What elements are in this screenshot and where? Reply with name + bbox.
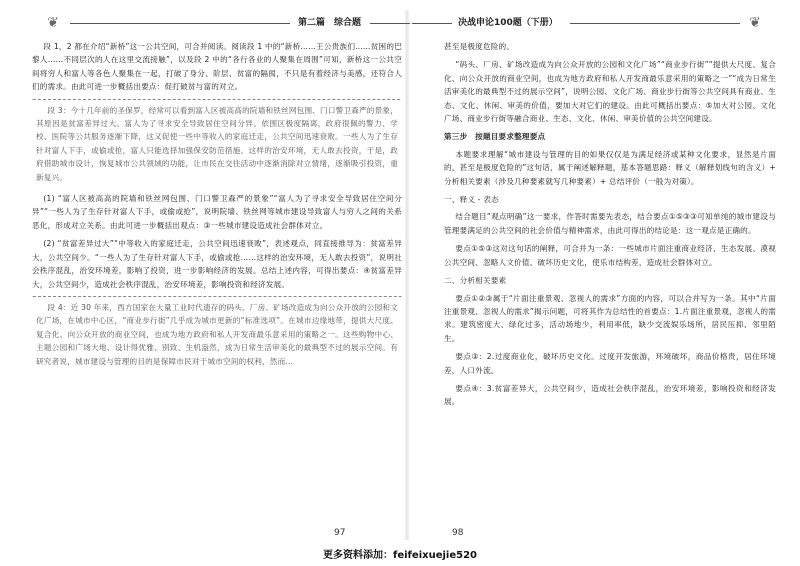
paragraph: 结合题目“观点明确”这一要求，作答时需要先表态，结合要点①⑤③③可知单纯的城市建设与管理要满足的公共空间的社会价值与精神需求，由此可得出的结论是：这一观点是正确的。 [444,212,776,235]
header-rule [570,23,740,24]
paragraph: 本题要求理解“城市建设与管理的目的如果仅仅是为满足经济或某种文化要求，显然是片面的，甚至是极度危险的”这句话，属于阐述解释题，基本答题思路：释义（解释划线句的含义）+ 分析相关要素（涉及几种要素就写几种要素）+ 总结评价（一般为对策）。 [444,149,776,186]
paragraph: “码头、厂房、矿场改造成为向公众开放的公园和文化广场”“商业步行街”“提供大尺度、复合化、向公众开放的商业空间，也成为地方政府和私人开发商最乐意采用的策略之一”“成为日常生活审美化的最典型不过的展示空间”，说明公园、文化广场、商业步行街等公共空间具有商业、生态、文化、休闲、审美的价值，要加大对它们的建设。由此可概括出要点：⑤加大对公园、文化广场、商业步行街等融合商业、生态、文化、休闲、审美价值的公共空间建设。 [444,60,776,124]
flourish-ornament-icon: ❦ [749,15,761,31]
right-page-body [444,40,776,414]
left-page-body [32,40,402,376]
flourish-ornament-icon: ❦ [47,15,59,31]
header-rule [70,23,290,24]
left-page [18,0,410,540]
left-header [18,12,410,34]
paragraph: (2) “贫富差异过大”“中等收入的家庭迁走，公共空间迅速衰败”，表述观点，同直接推导为：贫富差异大，公共空间少。“一些人为了生存针对富人下手，或偷或抢……这样的治安环境，无人敢去投资”，说明社会秩序混乱，治安环境差，影响了投资，进一步影响经济的发展。总结上述内容，可得出要点：④贫富差异大，公共空间少，造成社会秩序混乱，治安环境差，影响投资和经济发展。 [32,239,402,289]
paragraph: 要点①②③属于“片面注重景观、忽视人的需求”方面的内容，可以合并写为一条。其中“片面注重景观、忽视人的需求”揭示问题，可将其作为总结性的首要点：1.片面注重景观，忽视人的需求。建筑密度大、绿化过多，活动场地少，利用率低，缺少交流娱乐场所，居民压抑、邻里陌生。 [444,293,776,343]
footer-contact-text: 更多资料添加：feifeixuejie520 [323,550,477,561]
right-header [410,12,782,34]
paragraph: 段 3：今十几年前的圣保罗，经常可以看到富人区被高高的院墙和铁丝网包围、门口警卫森严的景象，其原因是贫富差异过大。富人为了寻求安全导致居住空间分异。依围区极度隔离，政府很佩的警力、学校、医院等公共服务逐渐下降，这又促使一些中等收入的家庭迁走，公共空间迅速衰败。一些人为了生存针对富人下手，或偷或抢，富人只能选择加强保安防范措施。这样的治安环境，无人敢去投资，于是，政府借助城市设计，恢复城市公共领域的功能，让市民在交往活动中逐渐消除对立情绪，逐渐吸引投资，重新复兴。 [36,105,398,182]
paragraph: 段 4：近 30 年来，西方国家在大量工业时代遗存的码头、厂房、矿场改造成为向公众开放的公园和文化广场，在城市中心区，“商业步行街”几乎成为城市更新的“标准选项”。在城市边缘地带，提供大尺度、复合化、向公众开放的商业空间，也成为地方政府和私人开发商最乐意采用的策略之一。这些购物中心、主题公园和广场大地、设计得优雅、别致、生机盎然，成为日常生活审美化的最典型不过的展示空间。有研究者说，城市建设与管理的目的是保障市民对于城市空间的权利，然而... [36,302,398,366]
paragraph: 要点④：3.贫富差异大，公共空间少，造成社会秩序混乱，治安环境差，影响投资和经济发展。 [444,383,776,407]
section-heading: 二、分析相关要素 [444,276,507,286]
page-number: 97 [334,528,346,538]
paragraph: (1) “富人区被高高的院墙和铁丝网包围、门口警卫森严的景象”“富人为了寻求安全导致居住空间分异”“一些人为了生存针对富人下手，或偷或抢”，说明院墙、铁丝网等城市建设导致富人与穷人之间的关系恶化，形成对立关系。由此可进一步概括出观点：③一些城市建设造成社会群体对立。 [32,194,402,230]
header-rule [412,23,452,24]
right-page [410,0,782,540]
paragraph: 要点③：2.过度商业化，破坏历史文化。过度开发旅游，环境破坏，商品价格贵，居住环境差，人口外流。 [444,352,776,375]
step-heading: 第三步 按题目要求整理要点 [444,132,546,142]
paragraph: 甚至是极度危险的。 [444,42,515,51]
paragraph: 要点①⑤③这对这句话的阐释，可合并为一条：一些城市片面注重商业经济、生态发展、漠视公共空间、忽略人文价值、破坏历史文化，使乐市结构差，造成社会群体对立。 [444,244,776,267]
page-number: 98 [452,528,464,538]
header-rule [370,23,410,24]
paragraph-block [32,99,402,187]
right-header-title: 决战申论100题（下册） [458,18,558,28]
section-heading: 一、释义 - 表态 [444,195,499,205]
paragraph-block [32,296,402,371]
paragraph: 段 1，2 都在介绍“新桥”这一公共空间，可合并阅读。阅读段 1 中的“新桥……王公贵族们……贫困的巴黎人……不同层次的人在这里交流接触”，以及段 2 中的“各行各业的人聚集在周围”可知，新桥这一公共空间将穷人和富人等各色人聚集在一起，打破了身分、阶层、贫富的隔阂，不只是有着经济与美感，还符合人们的需求。由此可进一步概括出要点：促打破贫与富的对立。 [32,42,402,92]
left-header-title: 第二篇 综合题 [298,18,362,28]
